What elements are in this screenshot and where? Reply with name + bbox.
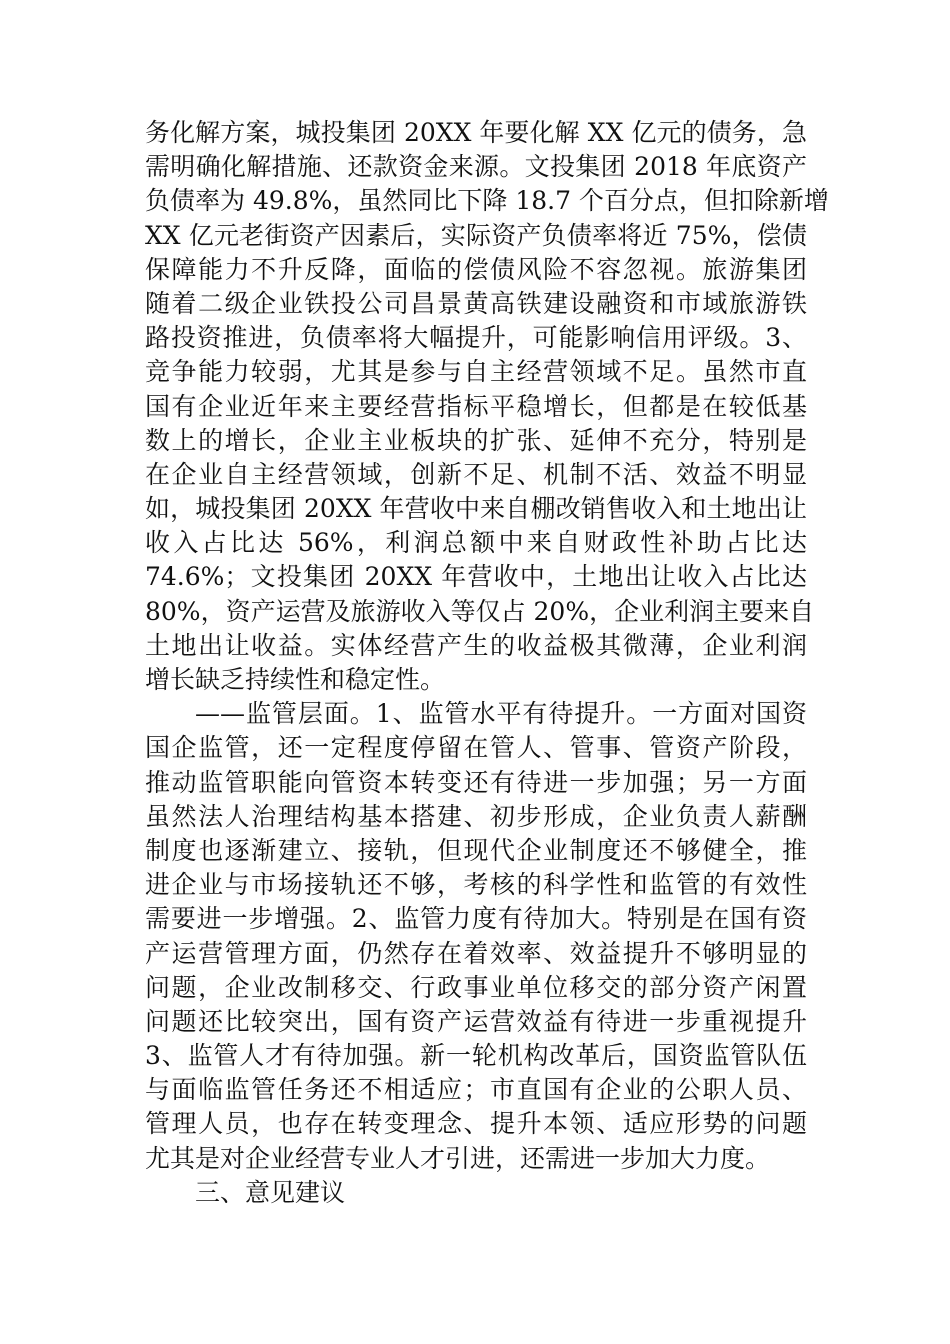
text-line: 国有企业近年来主要经营指标平稳增长，但都是在较低基: [145, 391, 807, 421]
text-line: 如，城投集团 20XX 年营收中来自棚改销售收入和土地出让: [145, 494, 807, 524]
text-line: 管理人员，也存在转变理念、提升本领、适应形势的问题: [145, 1109, 807, 1139]
paragraph-supervision: [145, 697, 807, 1176]
section-heading-text: 三、意见建议: [195, 1177, 346, 1207]
text-line: 路投资推进，负债率将大幅提升，可能影响信用评级。3、: [145, 323, 807, 353]
text-line: 土地出让收益。实体经营产生的收益极其微薄，企业利润: [145, 630, 807, 660]
text-line: 国企监管，还一定程度停留在管人、管事、管资产阶段，: [145, 733, 807, 763]
text-line: 收入占比达 56%，利润总额中来自财政性补助占比达: [145, 528, 807, 558]
text-line: 产运营管理方面，仍然存在着效率、效益提升不够明显的: [145, 938, 807, 968]
text-line: 负债率为 49.8%，虽然同比下降 18.7 个百分点，但扣除新增: [145, 186, 829, 216]
text-line: 保障能力不升反降，面临的偿债风险不容忽视。旅游集团: [145, 254, 807, 284]
section-heading: [145, 1176, 807, 1210]
text-line: 在企业自主经营领域，创新不足、机制不活、效益不明显: [145, 459, 807, 489]
text-line: XX 亿元老街资产因素后，实际资产负债率将近 75%，偿债: [145, 220, 807, 250]
text-line: 80%，资产运营及旅游收入等仅占 20%，企业利润主要来自: [145, 596, 815, 626]
text-line: 数上的增长，企业主业板块的扩张、延伸不充分，特别是: [145, 425, 807, 455]
text-line: 推动监管职能向管资本转变还有待进一步加强；另一方面: [145, 767, 807, 797]
text-line: ——监管层面。1、监管水平有待提升。一方面对国资: [195, 699, 807, 729]
text-line: 进企业与市场接轨还不够，考核的科学性和监管的有效性: [145, 870, 807, 900]
text-line: 尤其是对企业经营专业人才引进，还需进一步加大力度。: [145, 1143, 771, 1173]
text-line: 制度也逐渐建立、接轨，但现代企业制度还不够健全，推: [145, 835, 807, 865]
document-body: [145, 116, 829, 1210]
text-line: 问题，企业改制移交、行政事业单位移交的部分资产闲置: [145, 972, 807, 1002]
text-line: 74.6%；文投集团 20XX 年营收中，土地出让收入占比达: [145, 562, 807, 592]
text-line: 务化解方案，城投集团 20XX 年要化解 XX 亿元的债务，急: [145, 118, 807, 147]
text-line: 竞争能力较弱，尤其是参与自主经营领域不足。虽然市直: [145, 357, 807, 387]
text-line: 问题还比较突出，国有资产运营效益有待进一步重视提升: [145, 1006, 807, 1036]
text-line: 需明确化解措施、还款资金来源。文投集团 2018 年底资产: [145, 152, 807, 182]
text-line: 随着二级企业铁投公司昌景黄高铁建设融资和市域旅游铁: [145, 288, 807, 318]
text-line: 3、监管人才有待加强。新一轮机构改革后，国资监管队伍: [145, 1041, 807, 1071]
text-line: 虽然法人治理结构基本搭建、初步形成，企业负责人薪酬: [145, 801, 807, 831]
text-line: 增长缺乏持续性和稳定性。: [145, 665, 446, 694]
text-line: 需要进一步增强。2、监管力度有待加大。特别是在国有资: [145, 904, 807, 934]
text-line: 与面临监管任务还不相适应；市直国有企业的公职人员、: [145, 1075, 807, 1105]
paragraph-debt-risk: [145, 116, 829, 697]
